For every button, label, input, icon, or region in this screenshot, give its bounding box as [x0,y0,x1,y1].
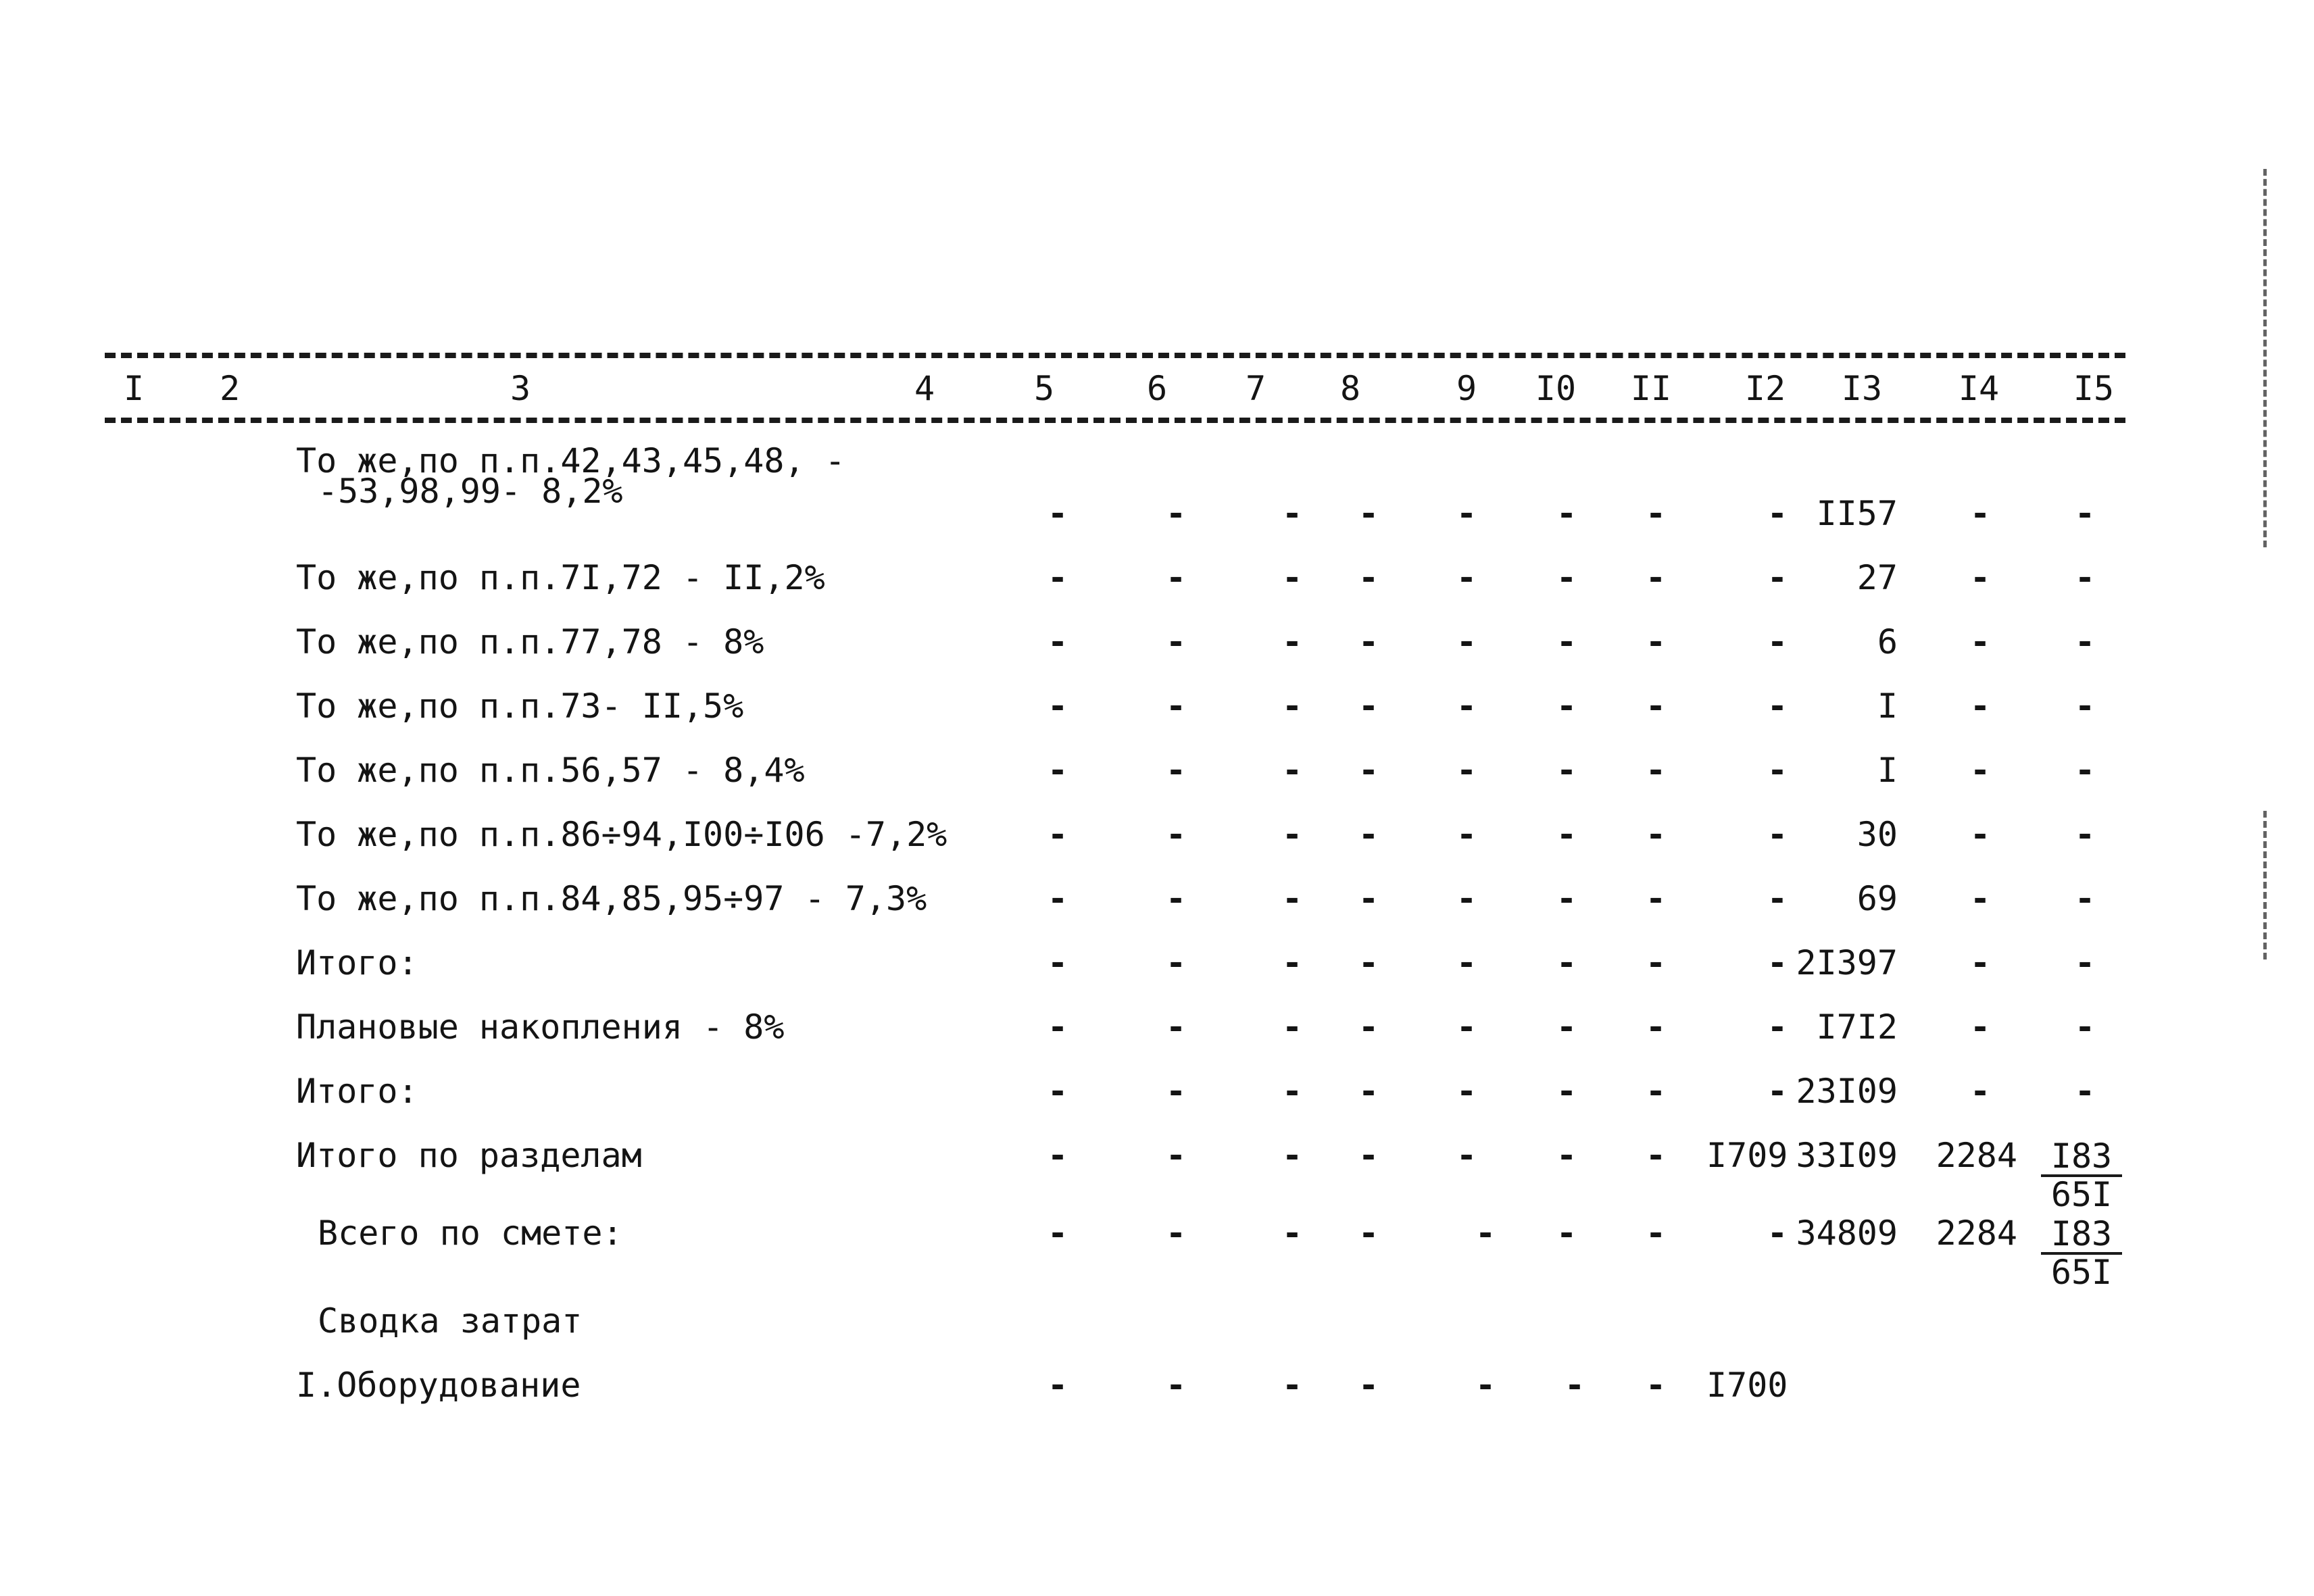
column-header-4: 4 [914,369,935,408]
dash-cell: - [1281,622,1303,662]
header-bottom-rule [105,418,2125,423]
row-col12: - [1767,622,1788,662]
row-col13: I7I2 [1816,1007,1898,1047]
dash-cell: - [1281,494,1303,533]
dash-cell: - [1281,1366,1303,1405]
dash-cell: - [1456,1136,1477,1175]
dash-cell: - [1645,943,1667,982]
column-header-6: 6 [1146,369,1168,408]
dash-cell: - [1456,558,1477,597]
dash-cell: - [1556,879,1577,918]
fraction-numerator: I83 [2041,1139,2122,1177]
summary-row-col12: I700 [1706,1366,1788,1405]
dash-cell: - [1165,1214,1187,1253]
row-col12: - [1767,494,1788,533]
dash-cell: - [2074,687,2096,726]
dash-cell: - [1281,1136,1303,1175]
row-description: Итого: [296,943,418,982]
dash-cell: - [1645,879,1667,918]
dash-cell: - [2074,943,2096,982]
row-col13: 69 [1856,879,1898,918]
dash-cell: - [1281,943,1303,982]
row-description: Всего по смете: [318,1214,623,1253]
dash-cell: - [1564,1366,1585,1405]
dash-cell: - [1047,687,1068,726]
column-header-8: 8 [1339,369,1361,408]
dash-cell: - [1645,558,1667,597]
row-col12: - [1767,815,1788,854]
row-col13: 6 [1877,622,1898,662]
dash-cell: - [1556,815,1577,854]
dash-cell: - [1281,558,1303,597]
summary-title: Сводка затрат [318,1301,583,1341]
dash-cell: - [1358,494,1379,533]
dash-cell: - [1456,1007,1477,1047]
row-col12: - [1767,879,1788,918]
fraction-denominator: 65I [2050,1174,2113,1214]
dash-cell: - [1358,558,1379,597]
margin-page-number-mark [2263,811,2287,959]
dash-cell: - [1556,1136,1577,1175]
dash-cell: - [1969,751,1991,790]
dash-cell: - [1969,558,1991,597]
row-description: Итого: [296,1072,418,1111]
margin-marking [2263,169,2287,547]
dash-cell: - [1358,1136,1379,1175]
dash-cell: - [1645,815,1667,854]
dash-cell: - [1281,1007,1303,1047]
dash-cell: - [1165,815,1187,854]
dash-cell: - [1281,879,1303,918]
dash-cell: - [1281,751,1303,790]
dash-cell: - [1047,815,1068,854]
dash-cell: - [1047,558,1068,597]
dash-cell: - [1165,879,1187,918]
column-header-1: I [123,369,145,408]
row-col12: I709 [1706,1136,1788,1175]
dash-cell: - [1281,1072,1303,1111]
dash-cell: - [1165,1072,1187,1111]
row-col12: - [1767,1072,1788,1111]
dash-cell: - [1047,622,1068,662]
dash-cell: - [1645,494,1667,533]
row-col14: 2284 [1936,1136,2017,1175]
dash-cell: - [1556,1214,1577,1253]
dash-cell: - [2074,1072,2096,1111]
dash-cell: - [2074,751,2096,790]
dash-cell: - [1556,558,1577,597]
dash-cell: - [1645,1366,1667,1405]
dash-cell: - [1969,879,1991,918]
dash-cell: - [1456,1072,1477,1111]
row-col15-fraction [2041,1139,2122,1212]
row-description-line: -53,98,99- 8,2% [318,472,623,511]
row-col12: - [1767,687,1788,726]
dash-cell: - [2074,815,2096,854]
dash-cell: - [2074,622,2096,662]
row-description: Итого по разделам [296,1136,642,1175]
summary-row-description: I.Оборудование [296,1366,581,1405]
dash-cell: - [1165,687,1187,726]
dash-cell: - [1556,751,1577,790]
row-col12: - [1767,751,1788,790]
dash-cell: - [1358,879,1379,918]
dash-cell: - [1047,494,1068,533]
dash-cell: - [2074,494,2096,533]
dash-cell: - [1645,1136,1667,1175]
dash-cell: - [1358,943,1379,982]
dash-cell: - [1165,1136,1187,1175]
dash-cell: - [1165,622,1187,662]
dash-cell: - [1969,622,1991,662]
dash-cell: - [1047,751,1068,790]
row-description: То же,по п.п.77,78 - 8% [296,622,764,662]
dash-cell: - [1645,1072,1667,1111]
dash-cell: - [1556,687,1577,726]
dash-cell: - [1358,1214,1379,1253]
dash-cell: - [1358,1366,1379,1405]
dash-cell: - [1358,751,1379,790]
row-col13: 2I397 [1796,943,1898,982]
dash-cell: - [1358,1007,1379,1047]
dash-cell: - [1456,943,1477,982]
row-description: Плановые накопления - 8% [296,1007,785,1047]
row-description: То же,по п.п.84,85,95÷97 - 7,3% [296,879,927,918]
dash-cell: - [1645,751,1667,790]
column-header-2: 2 [219,369,241,408]
dash-cell: - [1047,1072,1068,1111]
dash-cell: - [1456,751,1477,790]
dash-cell: - [2074,558,2096,597]
dash-cell: - [1645,1214,1667,1253]
dash-cell: - [1645,687,1667,726]
column-header-7: 7 [1245,369,1266,408]
dash-cell: - [1047,943,1068,982]
dash-cell: - [1281,815,1303,854]
dash-cell: - [1281,1214,1303,1253]
column-header-15: I5 [2073,369,2115,408]
dash-cell: - [1165,943,1187,982]
row-description: То же,по п.п.73- II,5% [296,687,744,726]
column-header-9: 9 [1456,369,1477,408]
row-col15-fraction [2041,1216,2122,1290]
dash-cell: - [1358,622,1379,662]
dash-cell: - [1047,1366,1068,1405]
row-col13: I [1877,751,1898,790]
dash-cell: - [1358,815,1379,854]
fraction-numerator: I83 [2041,1216,2122,1255]
row-col13: 23I09 [1796,1072,1898,1111]
dash-cell: - [2074,879,2096,918]
dash-cell: - [1358,687,1379,726]
column-header-14: I4 [1958,369,2000,408]
row-col13: II57 [1816,494,1898,533]
row-col13: 27 [1856,558,1898,597]
dash-cell: - [1645,1007,1667,1047]
dash-cell: - [1969,687,1991,726]
column-header-5: 5 [1033,369,1055,408]
row-col13: 34809 [1796,1214,1898,1253]
row-col12: - [1767,1214,1788,1253]
column-header-11: II [1630,369,1672,408]
dash-cell: - [1969,1072,1991,1111]
column-header-3: 3 [510,369,531,408]
column-header-12: I2 [1744,369,1786,408]
column-header-10: I0 [1535,369,1577,408]
dash-cell: - [1969,943,1991,982]
dash-cell: - [1556,1072,1577,1111]
dash-cell: - [1281,687,1303,726]
dash-cell: - [1969,494,1991,533]
dash-cell: - [1475,1366,1496,1405]
dash-cell: - [1969,815,1991,854]
row-col13: 30 [1856,815,1898,854]
dash-cell: - [1556,1007,1577,1047]
dash-cell: - [1047,1214,1068,1253]
dash-cell: - [1165,1007,1187,1047]
row-col12: - [1767,1007,1788,1047]
dash-cell: - [1556,622,1577,662]
row-description: То же,по п.п.7I,72 - II,2% [296,558,825,597]
dash-cell: - [1969,1007,1991,1047]
row-col12: - [1767,943,1788,982]
fraction-denominator: 65I [2050,1252,2113,1292]
dash-cell: - [1165,558,1187,597]
dash-cell: - [1165,1366,1187,1405]
row-col12: - [1767,558,1788,597]
row-col13: I [1877,687,1898,726]
dash-cell: - [1456,687,1477,726]
column-header-13: I3 [1841,369,1883,408]
dash-cell: - [1047,1007,1068,1047]
row-col13: 33I09 [1796,1136,1898,1175]
row-description: То же,по п.п.56,57 - 8,4% [296,751,805,790]
dash-cell: - [1456,494,1477,533]
dash-cell: - [1556,943,1577,982]
dash-cell: - [1165,494,1187,533]
dash-cell: - [1456,879,1477,918]
dash-cell: - [1165,751,1187,790]
dash-cell: - [2074,1007,2096,1047]
dash-cell: - [1456,622,1477,662]
dash-cell: - [1456,815,1477,854]
dash-cell: - [1358,1072,1379,1111]
dash-cell: - [1047,879,1068,918]
dash-cell: - [1047,1136,1068,1175]
row-col14: 2284 [1936,1214,2017,1253]
row-description-line: То же,по п.п.42,43,45,48, - [296,441,845,480]
dash-cell: - [1475,1214,1496,1253]
dash-cell: - [1645,622,1667,662]
dash-cell: - [1556,494,1577,533]
header-top-rule [105,353,2125,358]
row-description: То же,по п.п.86÷94,I00÷I06 -7,2% [296,815,947,854]
